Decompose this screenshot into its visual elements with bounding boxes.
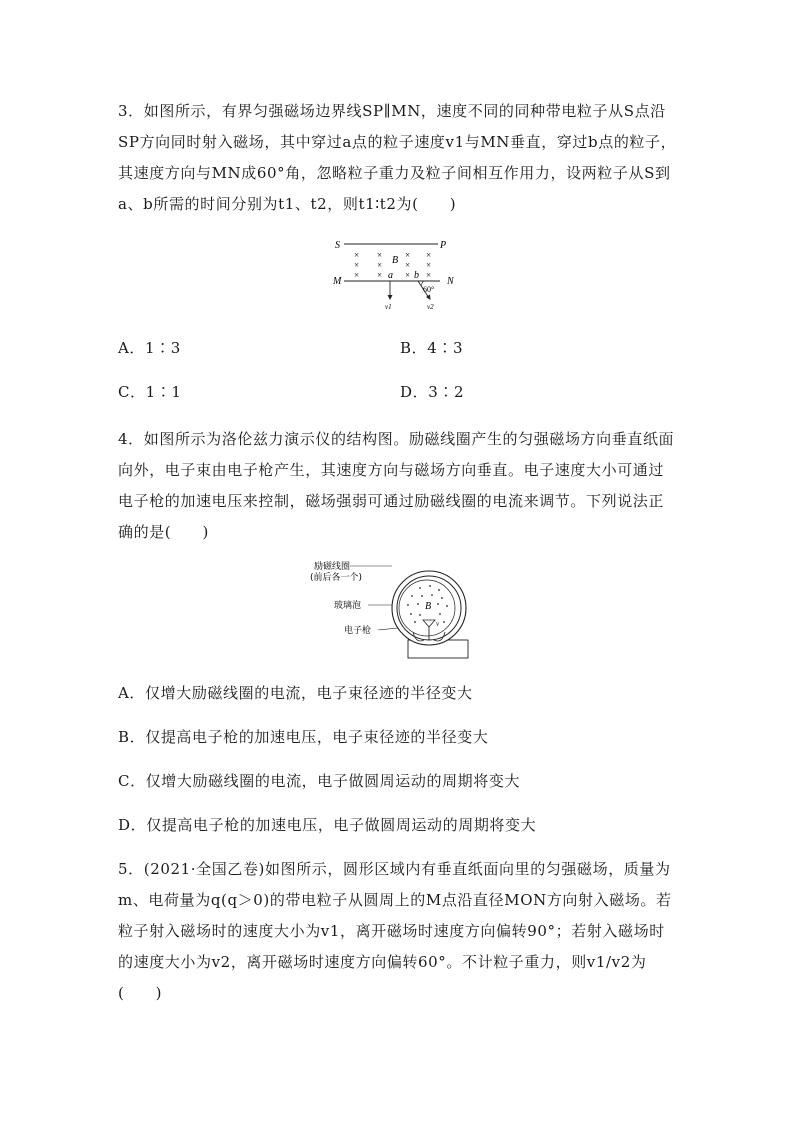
svg-text:×: × <box>426 270 432 280</box>
question-5-text: 5．(2021·全国乙卷)如图所示，圆形区域内有垂直纸面向里的匀强磁场，质量为m、电荷量为q(q＞0)的带电粒子从圆周上的M点沿直径MON方向射入磁场。若粒子射入磁场时的速度大小为v1，离开磁场时速度方向偏转90°；若射入磁场时的速度大小为v2，离开磁场时速度方向偏转60°。不计粒子重力，则v1/v2为( ) <box>118 860 672 1002</box>
question-4-option-d[interactable]: D．仅提高电子枪的加速电压，电子做圆周运动的周期将变大 <box>118 816 537 834</box>
svg-text:×: × <box>405 260 411 270</box>
question-3-figure <box>330 236 460 314</box>
svg-text:×: × <box>377 250 383 260</box>
svg-text:×: × <box>426 250 432 260</box>
question-4-text: 4．如图所示为洛伦兹力演示仪的结构图。励磁线圈产生的匀强磁场方向垂直纸面向外，电子束由电子枪产生，其速度方向与磁场方向垂直。电子速度大小可通过电子枪的加速电压来控制，磁场强弱可通过励磁线圈的电流来调节。下列说法正确的是( ) <box>118 430 675 541</box>
svg-text:×: × <box>354 270 360 280</box>
question-3-option-b[interactable]: B．4∶3 <box>400 339 464 357</box>
svg-text:×: × <box>377 260 383 270</box>
label-v1: v1 <box>385 303 392 311</box>
label-a: a <box>388 270 393 281</box>
question-4-option-b[interactable]: B．仅提高电子枪的加速电压，电子束径迹的半径变大 <box>118 728 489 746</box>
label-M: M <box>333 276 342 287</box>
label-v: v <box>436 620 440 628</box>
question-4-figure <box>310 560 490 660</box>
label-P: P <box>440 240 447 251</box>
svg-text:×: × <box>405 250 411 260</box>
question-3-option-a[interactable]: A．1∶3 <box>118 339 181 357</box>
label-electron-gun: 电子枪 <box>344 626 372 636</box>
label-coil: 励磁线圈 <box>314 562 351 572</box>
question-3-option-d[interactable]: D．3∶2 <box>400 383 465 401</box>
question-4-option-c[interactable]: C．仅增大励磁线圈的电流，电子做圆周运动的周期将变大 <box>118 772 521 790</box>
svg-text:×: × <box>405 270 411 280</box>
svg-text:×: × <box>354 250 360 260</box>
label-coil-note: (前后各一个) <box>310 573 363 583</box>
label-N: N <box>447 276 454 287</box>
label-S: S <box>335 240 340 251</box>
label-bulb: 玻璃泡 <box>334 601 362 611</box>
question-4-option-a[interactable]: A．仅增大励磁线圈的电流，电子束径迹的半径变大 <box>118 684 473 702</box>
label-b: b <box>414 270 419 281</box>
question-3-option-c[interactable]: C．1∶1 <box>118 383 182 401</box>
svg-text:×: × <box>426 260 432 270</box>
label-B-field: B <box>425 601 432 612</box>
label-B: B <box>392 255 399 266</box>
svg-text:×: × <box>377 270 383 280</box>
svg-text:×: × <box>354 260 360 270</box>
label-angle: 60° <box>423 285 435 294</box>
label-v2: v2 <box>427 303 434 311</box>
question-3-text: 3．如图所示，有界匀强磁场边界线SP∥MN，速度不同的同种带电粒子从S点沿SP方向同时射入磁场，其中穿过a点的粒子速度v1与MN垂直，穿过b点的粒子，其速度方向与MN成60°角，忽略粒子重力及粒子间相互作用力，设两粒子从S到a、b所需的时间分别为t1、t2，则t1∶t2为( ) <box>118 102 677 213</box>
